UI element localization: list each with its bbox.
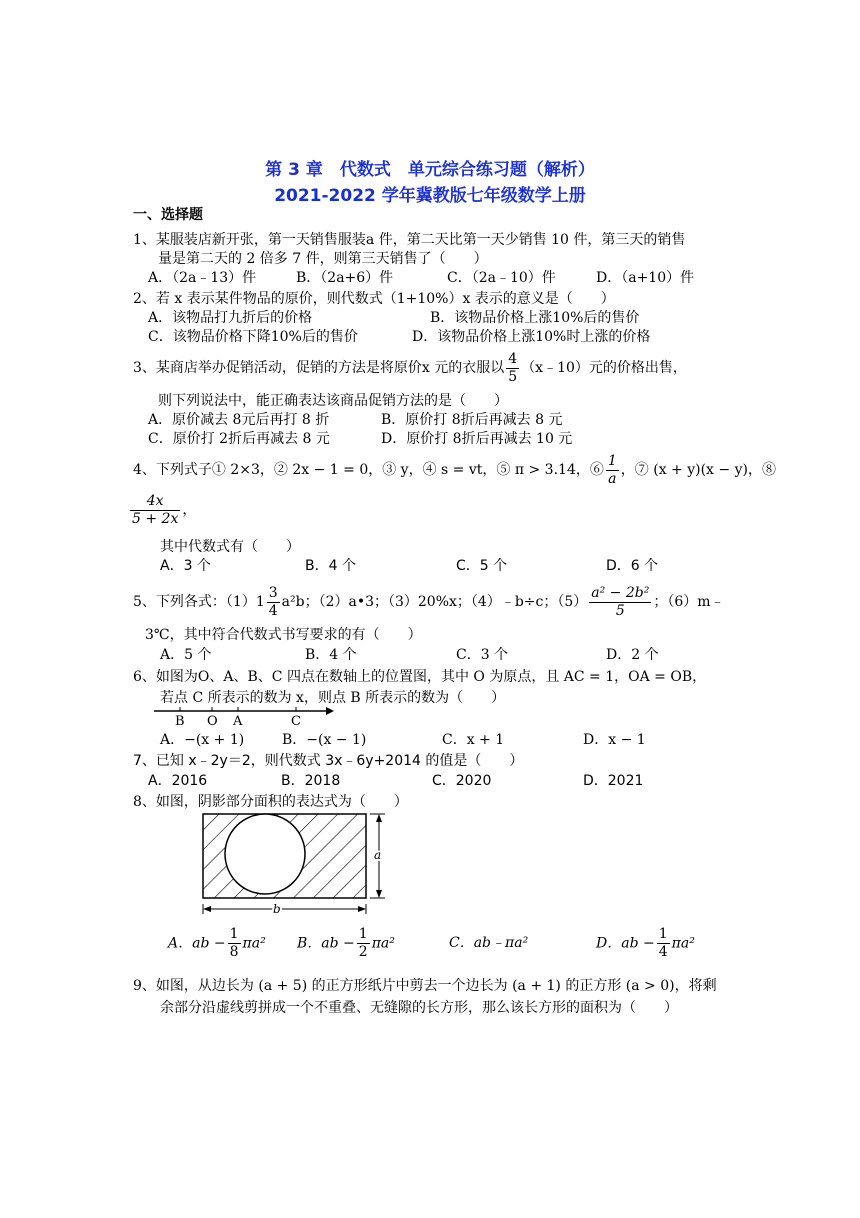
q5-line2: 3℃，其中符合代数式书写要求的有（ ） — [145, 627, 422, 643]
q1-line1: 1、某服装店新开张，第一天销售服装a 件，第二天比第一天少销售 10 件，第三天的销售 — [133, 232, 686, 248]
q3-line2: 则下列说法中，能正确表达该商品促销方法的是（ ） — [158, 393, 508, 409]
q8-option-a: A．ab − $\frac{1}{8}$ πa² — [168, 926, 266, 960]
q5-option-d: D．2 个 — [606, 647, 659, 663]
q6-line1: 6、如图为O、A、B、C 四点在数轴上的位置图，其中 O 为原点，且 AC = 1，OA = OB， — [133, 669, 707, 685]
q4-option-d: D．6 个 — [606, 558, 659, 574]
shaded-area-figure — [185, 808, 400, 920]
q6-option-c: C．x + 1 — [442, 732, 505, 748]
q3-option-a: A．原价减去 8元后再打 8 折 — [148, 412, 330, 428]
q5-text-a: 5、下列各式：（1）1 — [133, 594, 265, 610]
q6-option-d: D．x − 1 — [583, 732, 646, 748]
section-heading: 一、选择题 — [133, 207, 203, 223]
q5-line1 — [133, 582, 725, 622]
document-title: 第 3 章 代数式 单元综合练习题（解析） — [265, 160, 595, 180]
q3-line1 — [133, 350, 687, 386]
q8-option-c: C．ab﹣πa² — [449, 935, 529, 951]
q6-option-b: B．−(x − 1) — [282, 732, 367, 748]
q8-line1: 8、如图，阴影部分面积的表达式为（ ） — [133, 794, 408, 810]
q6-option-a: A．−(x + 1) — [160, 732, 245, 748]
q5-text-c: ；（6）m﹣ — [653, 594, 725, 610]
a-arrow-bottom-icon — [376, 890, 382, 898]
q3-text-a: 3、某商店举办促销活动，促销的方法是将原价x 元的衣服以 — [133, 360, 505, 376]
q8-option-b: B．ab − $\frac{1}{2}$ πa² — [297, 926, 395, 960]
q6-line2: 若点 C 所表示的数为 x，则点 B 所表示的数为（ ） — [160, 690, 506, 706]
q8-option-d: D．ab − $\frac{1}{4}$ πa² — [596, 926, 695, 960]
label-c: C — [291, 714, 301, 729]
q4-fraction-1: $\frac{1}{a}$ — [607, 452, 617, 487]
q2-option-a: A．该物品打九折后的价格 — [148, 310, 313, 326]
q2-option-c: C．该物品价格下降10%后的售价 — [148, 329, 358, 345]
q5-fraction-1: $\frac{3}{4}$ — [268, 584, 278, 619]
q7-option-b: B．2018 — [281, 773, 341, 789]
q2-line1: 2、若 x 表示某件物品的原价，则代数式（1+10%）x 表示的意义是（ ） — [133, 291, 615, 307]
q3-option-c: C．原价打 2折后再减去 8 元 — [148, 431, 330, 447]
q4-line1 — [133, 452, 776, 488]
q2-option-b: B．该物品价格上涨10%后的售价 — [430, 310, 640, 326]
a-arrow-top-icon — [376, 814, 382, 822]
q4-line2: 其中代数式有（ ） — [160, 539, 300, 555]
q7-line1: 7、已知 x﹣2y＝2，则代数式 3x﹣6y+2014 的值是（ ） — [133, 753, 524, 769]
q2-option-d: D．该物品价格上涨10%时上涨的价格 — [412, 329, 651, 345]
q1-option-c: C．（2a﹣10）件 — [447, 270, 556, 286]
b-arrow-right-icon — [358, 906, 366, 912]
q5-text-b: a²b；（2）a•3；（3）20%x；（4）﹣b÷c；（5） — [281, 594, 588, 610]
label-a-dimension: a — [374, 848, 382, 862]
q1-line2: 量是第二天的 2 倍多 7 件，则第三天销售了（ ） — [158, 251, 488, 267]
q3-fraction: $\frac{4}{5}$ — [508, 350, 518, 385]
q4-option-c: C．5 个 — [456, 558, 508, 574]
q1-option-b: B．（2a+6）件 — [296, 270, 394, 286]
q5-option-c: C．3 个 — [456, 647, 509, 663]
label-b: B — [175, 714, 185, 729]
label-b-dimension: b — [273, 902, 281, 916]
label-a: A — [233, 714, 243, 729]
b-arrow-left-icon — [203, 906, 211, 912]
q5-option-a: A．5 个 — [160, 647, 212, 663]
q7-option-d: D．2021 — [583, 773, 644, 789]
label-o: O — [207, 714, 218, 729]
q7-option-a: A．2016 — [148, 773, 208, 789]
q5-fraction-2: $\frac{\text{a² − 2b²}}{5}$ — [591, 584, 650, 619]
q4-fraction-2: $\frac{4x}{5 + 2x}$ — [132, 492, 179, 527]
q5-option-b: B．4 个 — [305, 647, 357, 663]
document-subtitle: 2021-2022 学年冀教版七年级数学上册 — [274, 186, 586, 206]
q3-text-b: （x﹣10）元的价格出售， — [521, 360, 687, 376]
inner-circle — [225, 814, 305, 894]
q1-option-a: A．（2a﹣13）件 — [148, 270, 257, 286]
q9-line1: 9、如图，从边长为 (a + 5) 的正方形纸片中剪去一个边长为 (a + 1) 的正方形 (a > 0)，将剩 — [133, 978, 717, 994]
q1-option-d: D．（a+10）件 — [596, 270, 695, 286]
q4-option-a: A．3 个 — [160, 558, 211, 574]
q3-option-b: B．原价打 8折后再减去 8 元 — [381, 412, 563, 428]
q7-option-c: C．2020 — [432, 773, 492, 789]
number-line-figure — [150, 704, 340, 730]
q4-text-b: ，⑦ (x + y)(x − y)，⑧ — [620, 462, 776, 478]
q4-line1-cont: $\frac{4x}{5 + 2x}$ ， — [132, 492, 197, 527]
q9-line2: 余部分沿虚线剪拼成一个不重叠、无缝隙的长方形，那么该长方形的面积为（ ） — [160, 1000, 678, 1016]
q3-option-d: D．原价打 8折后再减去 10 元 — [381, 431, 573, 447]
q4-option-b: B．4 个 — [305, 558, 356, 574]
number-line-arrow-icon — [326, 707, 334, 715]
q4-text-a: 4、下列式子① 2×3，② 2x − 1 = 0，③ y，④ s = vt，⑤ π > 3.14，⑥ — [133, 462, 604, 478]
